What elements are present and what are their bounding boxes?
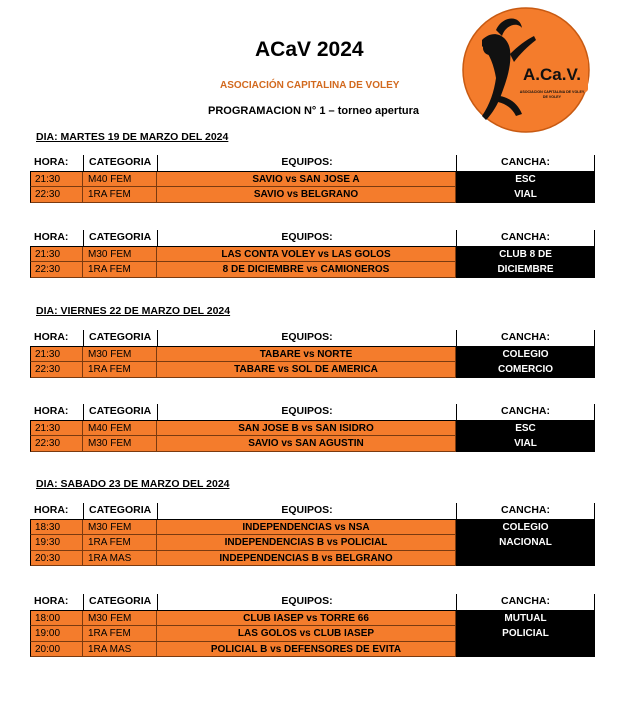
- col-equipos: EQUIPOS:: [157, 330, 456, 346]
- table-header: [30, 155, 595, 172]
- cancha-cell: CLUB 8 DE: [456, 247, 595, 263]
- col-cancha: CANCHA:: [456, 155, 595, 171]
- hora-cell: 22:30: [30, 436, 83, 452]
- col-hora: HORA:: [34, 156, 69, 168]
- table-row: [30, 535, 595, 551]
- day-label: DIA: SABADO 23 DE MARZO DEL 2024: [36, 478, 230, 490]
- col-cancha: CANCHA:: [456, 594, 595, 610]
- col-categoria: CATEGORIA: [83, 155, 157, 171]
- cancha-cell: VIAL: [456, 187, 595, 203]
- col-equipos: EQUIPOS:: [157, 503, 456, 519]
- page-title: ACaV 2024: [255, 38, 364, 61]
- equipos-cell: LAS GOLOS vs CLUB IASEP: [157, 626, 456, 642]
- hora-cell: 20:30: [30, 551, 83, 567]
- categoria-cell: 1RA FEM: [83, 626, 157, 642]
- equipos-cell: LAS CONTA VOLEY vs LAS GOLOS: [157, 247, 456, 263]
- hora-cell: 21:30: [30, 247, 83, 263]
- equipos-cell: SAVIO vs BELGRANO: [157, 187, 456, 203]
- col-equipos: EQUIPOS:: [157, 230, 456, 246]
- categoria-cell: 1RA FEM: [83, 362, 157, 378]
- table-header: [30, 330, 595, 347]
- schedule-table: [30, 330, 595, 378]
- schedule-table: [30, 404, 595, 452]
- schedule-table: [30, 230, 595, 278]
- equipos-cell: 8 DE DICIEMBRE vs CAMIONEROS: [157, 262, 456, 278]
- equipos-cell: SAN JOSE B vs SAN ISIDRO: [157, 421, 456, 437]
- cancha-cell: COMERCIO: [456, 362, 595, 378]
- cancha-cell: VIAL: [456, 436, 595, 452]
- schedule-table: [30, 594, 595, 657]
- table-row: [30, 520, 595, 536]
- categoria-cell: 1RA MAS: [83, 551, 157, 567]
- hora-cell: 22:30: [30, 187, 83, 203]
- categoria-cell: 1RA FEM: [83, 187, 157, 203]
- categoria-cell: M30 FEM: [83, 611, 157, 627]
- day-label: DIA: MARTES 19 DE MARZO DEL 2024: [36, 131, 229, 143]
- table-header: [30, 404, 595, 421]
- table-header: [30, 230, 595, 247]
- table-row: [30, 436, 595, 452]
- col-cancha: CANCHA:: [456, 330, 595, 346]
- svg-text:DE VOLEY: DE VOLEY: [542, 95, 562, 99]
- categoria-cell: 1RA FEM: [83, 535, 157, 551]
- cancha-cell: ESC: [456, 421, 595, 437]
- logo-acronym: A.Ca.V.: [523, 65, 581, 84]
- equipos-cell: POLICIAL B vs DEFENSORES DE EVITA: [157, 642, 456, 658]
- cancha-cell: [456, 551, 595, 567]
- cancha-cell: COLEGIO: [456, 520, 595, 536]
- cancha-cell: MUTUAL: [456, 611, 595, 627]
- cancha-cell: ESC: [456, 172, 595, 188]
- table-row: [30, 551, 595, 567]
- table-row: [30, 247, 595, 263]
- schedule-table: [30, 503, 595, 566]
- equipos-cell: INDEPENDENCIAS vs NSA: [157, 520, 456, 536]
- table-row: [30, 262, 595, 278]
- categoria-cell: M30 FEM: [83, 436, 157, 452]
- table-row: [30, 172, 595, 188]
- categoria-cell: M40 FEM: [83, 172, 157, 188]
- col-cancha: CANCHA:: [456, 503, 595, 519]
- schedule-table: [30, 155, 595, 203]
- col-categoria: CATEGORIA: [83, 503, 157, 519]
- association-name: ASOCIACIÓN CAPITALINA DE VOLEY: [220, 80, 400, 91]
- cancha-cell: DICIEMBRE: [456, 262, 595, 278]
- equipos-cell: INDEPENDENCIAS B vs POLICIAL: [157, 535, 456, 551]
- table-row: [30, 626, 595, 642]
- equipos-cell: INDEPENDENCIAS B vs BELGRANO: [157, 551, 456, 567]
- categoria-cell: M30 FEM: [83, 520, 157, 536]
- col-cancha: CANCHA:: [456, 404, 595, 420]
- categoria-cell: M40 FEM: [83, 421, 157, 437]
- acav-logo: [460, 6, 592, 134]
- cancha-cell: COLEGIO: [456, 347, 595, 363]
- equipos-cell: CLUB IASEP vs TORRE 66: [157, 611, 456, 627]
- hora-cell: 19:30: [30, 535, 83, 551]
- col-hora: HORA:: [34, 405, 69, 417]
- equipos-cell: SAVIO vs SAN AGUSTIN: [157, 436, 456, 452]
- col-equipos: EQUIPOS:: [157, 404, 456, 420]
- hora-cell: 21:30: [30, 421, 83, 437]
- equipos-cell: SAVIO vs SAN JOSE A: [157, 172, 456, 188]
- day-label: DIA: VIERNES 22 DE MARZO DEL 2024: [36, 305, 231, 317]
- col-hora: HORA:: [34, 595, 69, 607]
- categoria-cell: 1RA FEM: [83, 262, 157, 278]
- col-hora: HORA:: [34, 231, 69, 243]
- table-row: [30, 187, 595, 203]
- cancha-cell: [456, 642, 595, 658]
- col-categoria: CATEGORIA: [83, 594, 157, 610]
- hora-cell: 20:00: [30, 642, 83, 658]
- table-row: [30, 421, 595, 437]
- hora-cell: 22:30: [30, 362, 83, 378]
- programacion-subtitle: PROGRAMACION N° 1 – torneo apertura: [208, 105, 419, 117]
- hora-cell: 18:30: [30, 520, 83, 536]
- categoria-cell: M30 FEM: [83, 247, 157, 263]
- categoria-cell: 1RA MAS: [83, 642, 157, 658]
- hora-cell: 21:30: [30, 172, 83, 188]
- equipos-cell: TABARE vs SOL DE AMERICA: [157, 362, 456, 378]
- table-row: [30, 611, 595, 627]
- logo-subtitle: ASOCIACION CAPITALINA DE VOLEY: [519, 90, 585, 94]
- table-row: [30, 347, 595, 363]
- col-categoria: CATEGORIA: [83, 404, 157, 420]
- cancha-cell: POLICIAL: [456, 626, 595, 642]
- col-categoria: CATEGORIA: [83, 230, 157, 246]
- equipos-cell: TABARE vs NORTE: [157, 347, 456, 363]
- col-cancha: CANCHA:: [456, 230, 595, 246]
- col-categoria: CATEGORIA: [83, 330, 157, 346]
- table-row: [30, 362, 595, 378]
- table-row: [30, 642, 595, 658]
- hora-cell: 22:30: [30, 262, 83, 278]
- col-equipos: EQUIPOS:: [157, 594, 456, 610]
- hora-cell: 21:30: [30, 347, 83, 363]
- col-hora: HORA:: [34, 504, 69, 516]
- hora-cell: 19:00: [30, 626, 83, 642]
- table-header: [30, 594, 595, 611]
- cancha-cell: NACIONAL: [456, 535, 595, 551]
- hora-cell: 18:00: [30, 611, 83, 627]
- col-equipos: EQUIPOS:: [157, 155, 456, 171]
- table-header: [30, 503, 595, 520]
- categoria-cell: M30 FEM: [83, 347, 157, 363]
- col-hora: HORA:: [34, 331, 69, 343]
